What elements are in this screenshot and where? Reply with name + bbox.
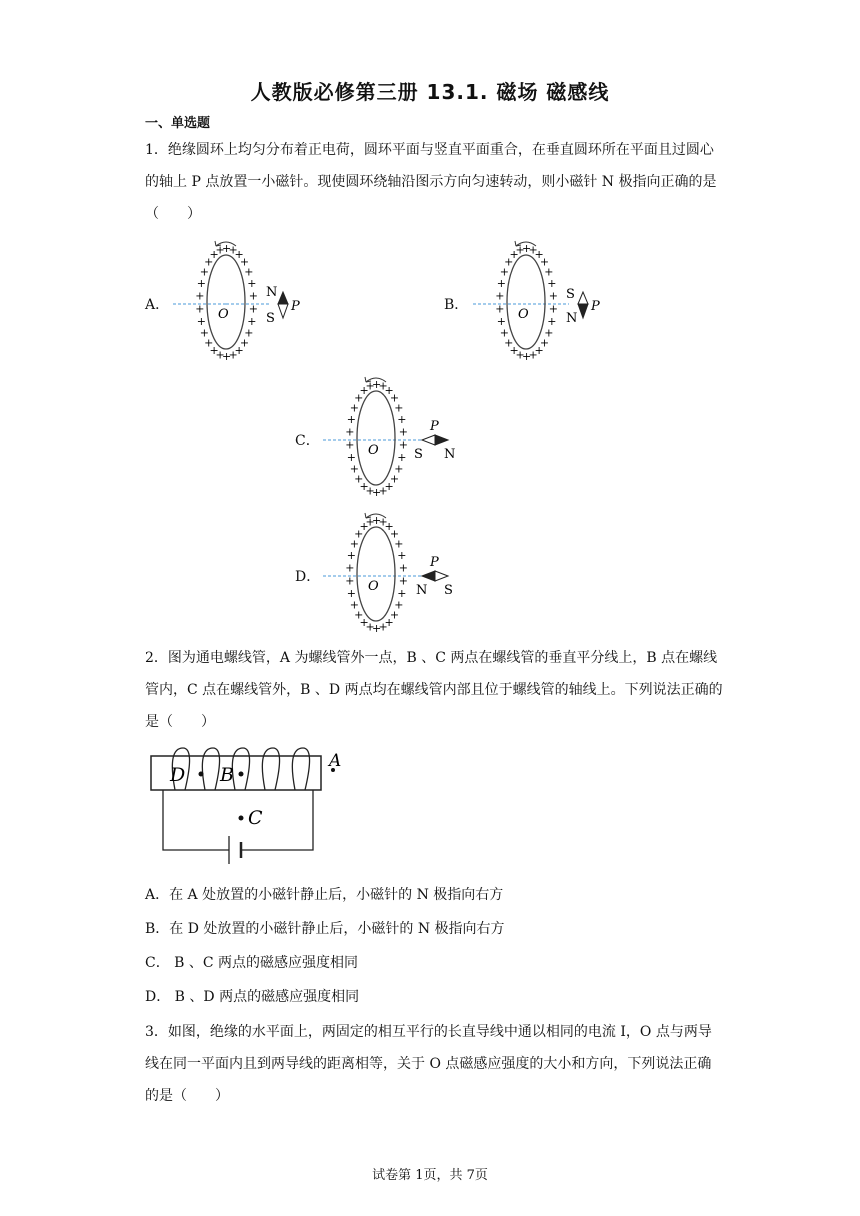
q2-option-a: A．在 A 处放置的小磁针静止后，小磁针的 N 极指向右方: [145, 887, 504, 903]
charge-mark: +: [384, 479, 394, 493]
charge-mark: +: [398, 438, 409, 452]
charge-mark: +: [509, 248, 519, 262]
charge-mark: +: [522, 350, 532, 363]
charge-mark: +: [495, 302, 505, 316]
charge-mark: +: [222, 350, 232, 363]
charge-mark: +: [349, 598, 360, 612]
point-d-label: D: [170, 764, 186, 786]
charge-mark: +: [499, 265, 510, 279]
charge-mark: +: [394, 537, 404, 551]
point-label: P: [291, 299, 300, 314]
charged-ring: [473, 241, 569, 363]
charge-mark: +: [365, 620, 375, 634]
charge-mark: +: [239, 336, 250, 350]
pole-label-right: S: [444, 583, 453, 598]
charge-mark: +: [349, 537, 360, 551]
charge-mark: +: [345, 438, 355, 452]
charge-mark: +: [199, 326, 210, 340]
charge-mark: +: [204, 255, 214, 269]
charge-mark: +: [365, 515, 375, 529]
charge-mark: +: [504, 336, 514, 350]
charge-mark: +: [394, 598, 404, 612]
charge-mark: +: [398, 425, 409, 439]
question-1-text: 1．绝缘圆环上均匀分布着正电荷，圆环平面与竖直平面重合，在垂直圆环所在平面且过圆心的轴上 P 点放置一小磁针。现使圆环绕轴沿图示方向匀速转动，则小磁针 N 极指向正确的是（ ）: [145, 142, 717, 222]
center-label: O: [368, 443, 379, 458]
charge-mark: +: [195, 289, 205, 303]
charge-mark: +: [346, 587, 357, 601]
charge-mark: +: [345, 561, 355, 575]
charge-mark: +: [247, 315, 257, 329]
compass-needle: [566, 287, 600, 326]
charge-mark: +: [228, 348, 238, 362]
charged-ring: [323, 513, 422, 635]
charge-mark: +: [209, 248, 219, 262]
q1-option-c-figure: [318, 372, 468, 502]
charge-mark: +: [372, 514, 382, 527]
charge-mark: +: [394, 401, 404, 415]
charge-mark: +: [359, 384, 369, 398]
charge-mark: +: [397, 451, 407, 465]
charge-mark: +: [548, 289, 559, 303]
point-b-label: B: [220, 764, 234, 786]
q2-option-b: B．在 D 处放置的小磁针静止后，小磁针的 N 极指向右方: [145, 921, 505, 937]
charge-mark: +: [515, 243, 525, 257]
charge-mark: +: [548, 302, 559, 316]
charge-mark: +: [204, 336, 214, 350]
charge-mark: +: [345, 574, 355, 588]
charge-mark: +: [346, 451, 357, 465]
charge-mark: +: [522, 242, 532, 255]
charge-mark: +: [234, 343, 244, 357]
charge-mark: +: [515, 348, 525, 362]
charge-mark: +: [398, 561, 409, 575]
charge-mark: +: [534, 248, 544, 262]
charge-mark: +: [378, 484, 388, 498]
q2-option-c: C． B 、C 两点的磁感应强度相同: [145, 955, 359, 971]
charged-ring: [323, 377, 422, 499]
charge-mark: +: [397, 412, 407, 426]
question-3-text: 3．如图，绝缘的水平面上，两固定的相互平行的长直导线中通以相同的电流 I，O 点与两导线在同一平面内且到两导线的距离相等，关于 O 点磁感应强度的大小和方向，下列说法正确的是（ ）: [145, 1024, 712, 1104]
pole-label-bottom: S: [266, 311, 275, 326]
charge-mark: +: [397, 548, 407, 562]
charge-mark: +: [372, 486, 382, 499]
charge-mark: +: [372, 622, 382, 635]
section-heading: 一、单选题: [145, 116, 211, 131]
charge-mark: +: [244, 326, 254, 340]
center-label: O: [218, 307, 229, 322]
q1-option-a-label: A．: [145, 297, 170, 313]
charge-mark: +: [496, 276, 507, 290]
charge-mark: +: [378, 515, 388, 529]
charge-mark: +: [228, 243, 238, 257]
charge-mark: +: [346, 548, 357, 562]
page-title: 人教版必修第三册 13.1. 磁场 磁感线: [250, 80, 610, 104]
center-label: O: [518, 307, 529, 322]
charge-mark: +: [248, 289, 259, 303]
point-label: P: [591, 299, 600, 314]
charge-mark: +: [209, 343, 219, 357]
charge-mark: +: [196, 315, 207, 329]
charge-mark: +: [349, 462, 360, 476]
charge-mark: +: [346, 412, 357, 426]
charge-mark: +: [528, 243, 538, 257]
charge-mark: +: [397, 587, 407, 601]
charge-mark: +: [539, 336, 550, 350]
charge-mark: +: [378, 379, 388, 393]
charge-mark: +: [389, 527, 400, 541]
center-label: O: [368, 579, 379, 594]
charge-mark: +: [354, 472, 364, 486]
q1-option-c-label: C．: [295, 433, 320, 449]
charge-mark: +: [222, 242, 232, 255]
charge-mark: +: [384, 520, 394, 534]
charge-mark: +: [247, 276, 257, 290]
charge-mark: +: [345, 425, 355, 439]
charge-mark: +: [544, 326, 554, 340]
charge-mark: +: [359, 520, 369, 534]
charge-mark: +: [539, 255, 550, 269]
charge-mark: +: [534, 343, 544, 357]
charge-mark: +: [195, 302, 205, 316]
point-label: P: [430, 419, 439, 434]
charge-mark: +: [496, 315, 507, 329]
charge-mark: +: [359, 615, 369, 629]
charge-mark: +: [528, 348, 538, 362]
charge-mark: +: [499, 326, 510, 340]
point-c-label: C: [248, 807, 263, 829]
charge-mark: +: [398, 574, 409, 588]
charge-mark: +: [544, 265, 554, 279]
pole-label-top: N: [266, 285, 278, 300]
solenoid-figure: [145, 744, 365, 870]
charge-mark: +: [389, 608, 400, 622]
charge-mark: +: [389, 472, 400, 486]
charge-mark: +: [365, 379, 375, 393]
q1-option-b-figure: [468, 236, 608, 366]
compass-needle: [266, 285, 300, 326]
compass-needle: [416, 555, 453, 598]
charge-mark: +: [547, 276, 557, 290]
page-footer: 试卷第 1页，共 7页: [372, 1168, 488, 1183]
point-label: P: [430, 555, 439, 570]
charge-mark: +: [354, 608, 364, 622]
pole-label-left: S: [414, 447, 423, 462]
charge-mark: +: [365, 484, 375, 498]
charge-mark: +: [372, 378, 382, 391]
charge-mark: +: [248, 302, 259, 316]
charge-mark: +: [239, 255, 250, 269]
charge-mark: +: [389, 391, 400, 405]
pole-label-top: S: [566, 287, 575, 302]
charge-mark: +: [244, 265, 254, 279]
q1-option-b-label: B．: [444, 297, 469, 313]
question-2-text: 2．图为通电螺线管，A 为螺线管外一点，B 、C 两点在螺线管的垂直平分线上，B 点在螺线管内，C 点在螺线管外，B 、D 两点均在螺线管内部且位于螺线管的轴线上。下列说法正确的是（ ）: [145, 650, 723, 730]
charge-mark: +: [384, 384, 394, 398]
charge-mark: +: [504, 255, 514, 269]
charge-mark: +: [349, 401, 360, 415]
charge-mark: +: [378, 620, 388, 634]
charge-mark: +: [509, 343, 519, 357]
charge-mark: +: [394, 462, 404, 476]
charge-mark: +: [354, 527, 364, 541]
charge-mark: +: [215, 243, 225, 257]
charge-mark: +: [354, 391, 364, 405]
charge-mark: +: [234, 248, 244, 262]
q1-option-a-figure: [168, 236, 308, 366]
q2-option-d: D． B 、D 两点的磁感应强度相同: [145, 989, 360, 1005]
charge-mark: +: [196, 276, 207, 290]
charge-mark: +: [547, 315, 557, 329]
charge-mark: +: [199, 265, 210, 279]
pole-label-bottom: N: [566, 311, 578, 326]
pole-label-right: N: [444, 447, 456, 462]
q1-option-d-figure: [318, 508, 468, 638]
q1-option-d-label: D．: [295, 569, 321, 585]
charge-mark: +: [384, 615, 394, 629]
charge-mark: +: [495, 289, 505, 303]
pole-label-left: N: [416, 583, 428, 598]
charge-mark: +: [215, 348, 225, 362]
charge-mark: +: [359, 479, 369, 493]
charged-ring: [173, 241, 269, 363]
point-a-label: A: [329, 751, 342, 771]
